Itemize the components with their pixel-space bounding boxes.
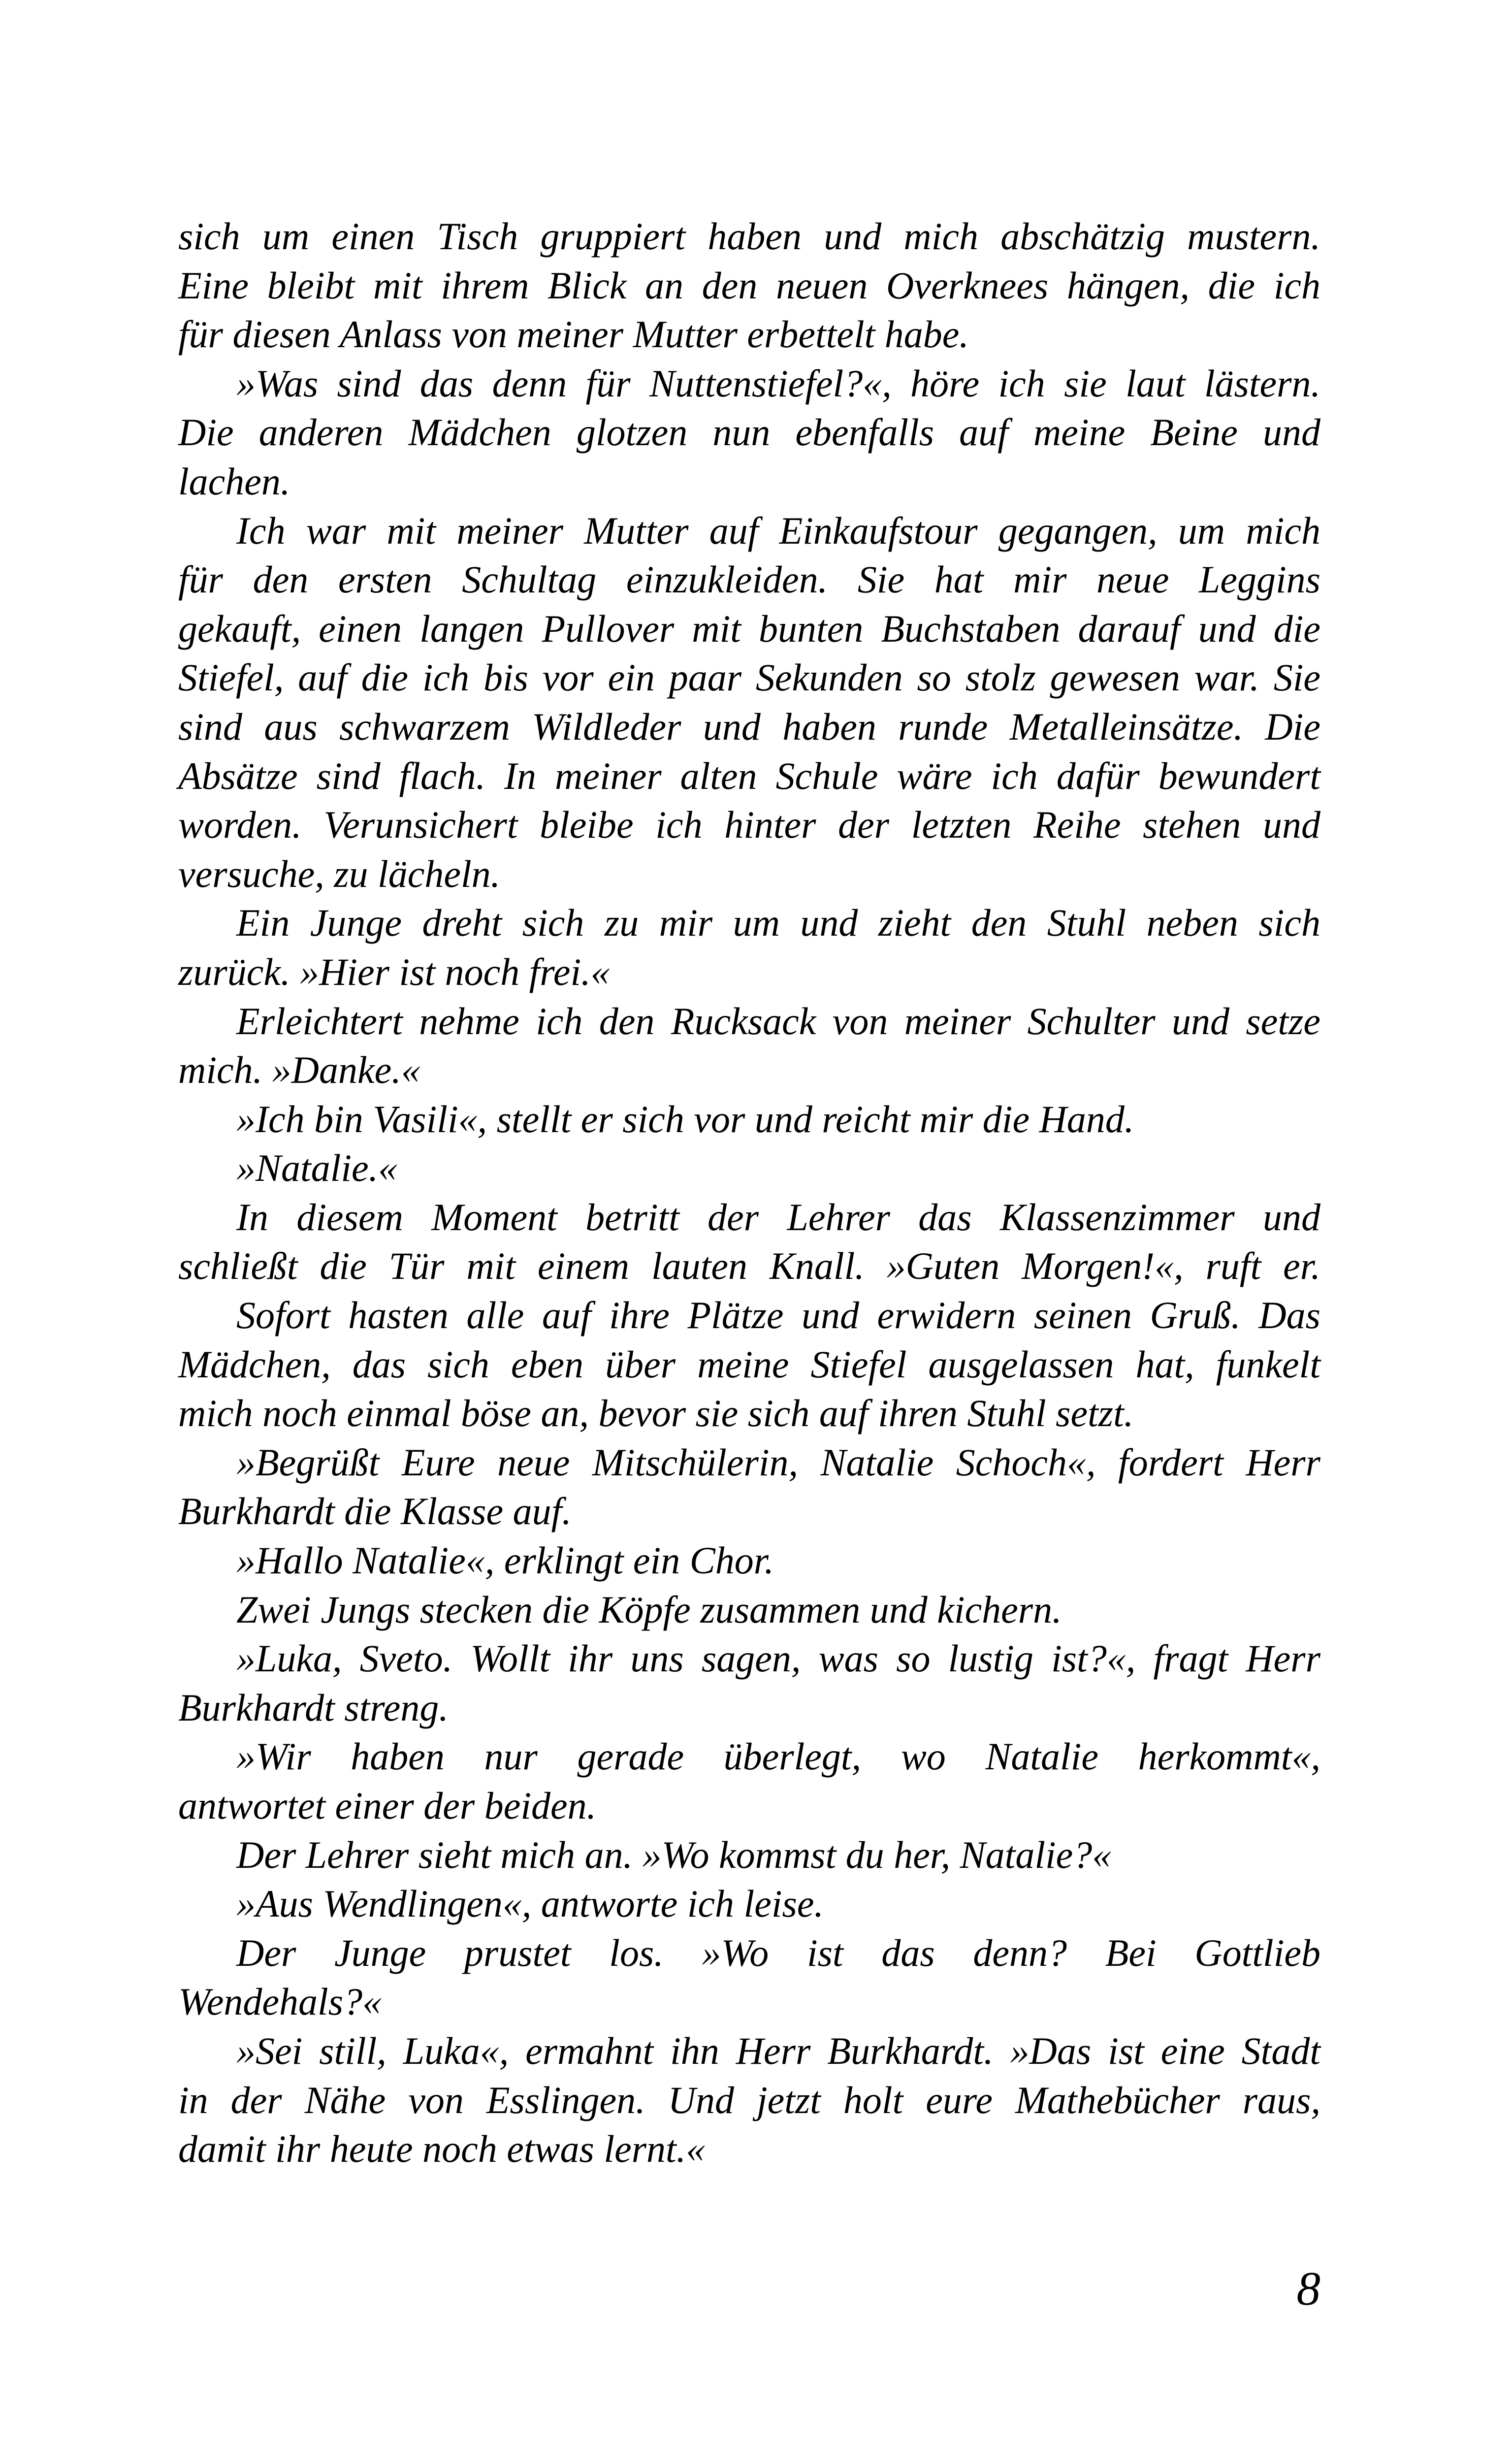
text-line: Burkhardt streng.: [178, 1686, 449, 1729]
text-line: sind aus schwarzem Wildleder und haben runde Metalleinsätze. Die: [178, 705, 1320, 748]
text-line: für diesen Anlass von meiner Mutter erbettelt habe.: [178, 313, 969, 356]
text-line: zurück. »Hier ist noch frei.«: [178, 950, 610, 993]
text-line: Erleichtert nehme ich den Rucksack von meiner Schulter und setze: [236, 999, 1320, 1042]
text-line: Der Lehrer sieht mich an. »Wo kommst du her, Natalie?«: [236, 1833, 1112, 1876]
text-line: »Hallo Natalie«, erklingt ein Chor.: [236, 1539, 774, 1582]
text-line: In diesem Moment betritt der Lehrer das Klassenzimmer und: [236, 1195, 1320, 1238]
text-line: »Begrüßt Eure neue Mitschülerin, Natalie Schoch«, fordert Herr: [236, 1440, 1320, 1484]
text-line: Ein Junge dreht sich zu mir um und zieht den Stuhl neben sich: [236, 901, 1320, 945]
text-line: Eine bleibt mit ihrem Blick an den neuen Overknees hängen, die ich: [178, 263, 1320, 307]
text-line: Wendehals?«: [178, 1980, 382, 2023]
text-line: Mädchen, das sich eben über meine Stiefel ausgelassen hat, funkelt: [178, 1342, 1320, 1386]
text-line: Burkhardt die Klasse auf.: [178, 1490, 572, 1533]
text-line: »Wir haben nur gerade überlegt, wo Natalie herkommt«,: [236, 1735, 1320, 1778]
text-line: Die anderen Mädchen glotzen nun ebenfalls auf meine Beine und: [178, 411, 1320, 454]
text-line: sich um einen Tisch gruppiert haben und mich abschätzig mustern.: [178, 215, 1320, 258]
text-line: »Sei still, Luka«, ermahnt ihn Herr Burkhardt. »Das ist eine Stadt: [236, 2029, 1320, 2072]
text-line: Stiefel, auf die ich bis vor ein paar Sekunden so stolz gewesen war. Sie: [178, 656, 1320, 699]
text-line: mich. »Danke.«: [178, 1048, 420, 1092]
text-line: Sofort hasten alle auf ihre Plätze und erwidern seinen Gruß. Das: [236, 1294, 1320, 1337]
text-line: Absätze sind flach. In meiner alten Schule wäre ich dafür bewundert: [178, 754, 1320, 797]
text-line: »Luka, Sveto. Wollt ihr uns sagen, was so lustig ist?«, fragt Herr: [236, 1637, 1320, 1680]
text-line: in der Nähe von Esslingen. Und jetzt holt eure Mathebücher raus,: [178, 2078, 1320, 2121]
text-line: versuche, zu lächeln.: [178, 852, 501, 895]
text-line: »Ich bin Vasili«, stellt er sich vor und reicht mir die Hand.: [236, 1097, 1134, 1140]
text-block: [178, 212, 1320, 2174]
text-line: für den ersten Schultag einzukleiden. Sie hat mir neue Leggins: [178, 558, 1320, 601]
text-line: mich noch einmal böse an, bevor sie sich auf ihren Stuhl setzt.: [178, 1392, 1134, 1435]
text-line: Ich war mit meiner Mutter auf Einkaufstour gegangen, um mich: [236, 509, 1320, 552]
text-line: antwortet einer der beiden.: [178, 1784, 597, 1827]
text-line: Der Junge prustet los. »Wo ist das denn? Bei Gottlieb: [236, 1931, 1320, 1974]
page-number: 8: [1296, 2262, 1320, 2315]
text-line: »Natalie.«: [236, 1146, 398, 1190]
text-line: »Aus Wendlingen«, antworte ich leise.: [236, 1882, 824, 1925]
text-line: gekauft, einen langen Pullover mit bunten Buchstaben darauf und die: [178, 607, 1320, 650]
text-line: worden. Verunsichert bleibe ich hinter der letzten Reihe stehen und: [178, 803, 1320, 847]
text-line: »Was sind das denn für Nuttenstiefel?«, höre ich sie laut lästern.: [236, 361, 1320, 405]
text-line: damit ihr heute noch etwas lernt.«: [178, 2127, 706, 2171]
text-line: schließt die Tür mit einem lauten Knall. »Guten Morgen!«, ruft er.: [178, 1244, 1320, 1288]
text-line: Zwei Jungs stecken die Köpfe zusammen und kichern.: [236, 1588, 1062, 1631]
text-line: lachen.: [178, 459, 290, 503]
